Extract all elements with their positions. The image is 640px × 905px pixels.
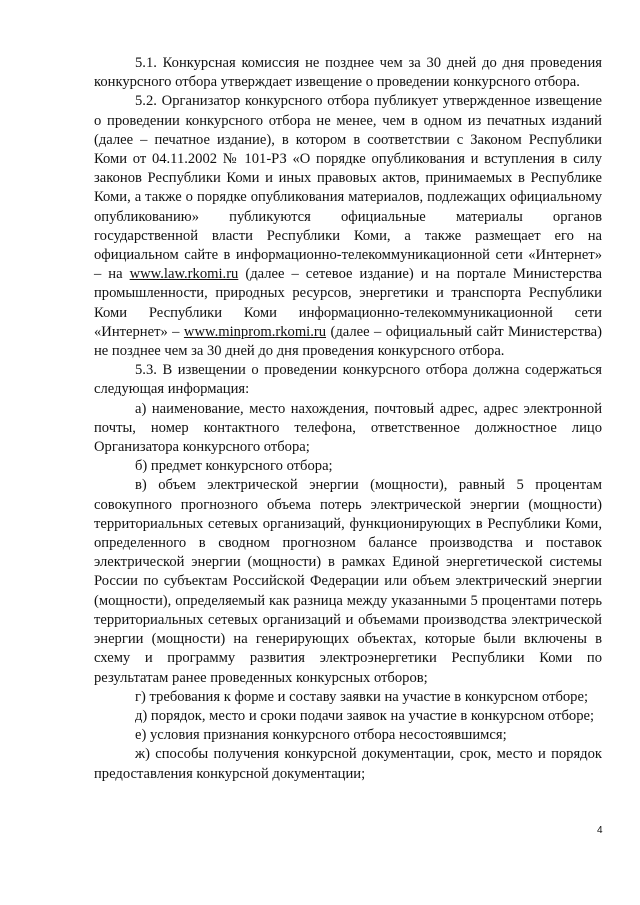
list-item-d: д) порядок, место и сроки подачи заявок на участие в конкурсном отборе; [135,707,595,724]
paragraph-5-3: 5.3. В извещении о проведении конкурсного отбора должна содержаться следующая информация: [94,362,602,398]
page-number: 4 [597,825,603,836]
list-item-b: б) предмет конкурсного отбора; [135,458,333,475]
list-item-zh: ж) способы получения конкурсной документации, срок, место и порядок предоставления конкурсной документации; [94,746,602,782]
paragraph-5-2-text-3: (далее – официальный сайт Министерства) не позднее чем за 30 дней до дня проведения конкурсного отбора. [94,323,602,360]
law-rkomi-link[interactable]: www.law.rkomi.ru [129,266,239,283]
paragraph-5-1: 5.1. Конкурсная комиссия не позднее чем за 30 дней до дня проведения конкурсного отбора утверждает извещение о проведении конкурсного отбора. [94,55,602,91]
paragraph-5-2-text-2: (далее – сетевое издание) и на портале Министерства промышленности, природных ресурсов, энергетики и транспорта Республики Коми Республики Коми информационно-телекоммуникационной сети «Интернет» – [94,266,602,340]
document-body [94,54,602,784]
paragraph-5-2 [94,92,602,361]
minprom-rkomi-link[interactable]: www.minprom.rkomi.ru [183,323,327,340]
list-item-g: г) требования к форме и составу заявки на участие в конкурсном отборе; [135,688,589,705]
list-item-e: е) условия признания конкурсного отбора несостоявшимся; [135,727,507,744]
list-item-v: в) объем электрической энергии (мощности), равный 5 процентам совокупного прогнозного объема потерь электрической энергии (мощности) территориальных сетевых организаций, функционирующих в Республики Коми, определенного в сводном прогнозном балансе производства и поставок электрической энергии (мощности) в рамках Единой энергетической системы России по субъектам Российской Федерации или объем электрический энергии (мощности), определяемый как разница между указанными 5 процентами потерь территориальных сетевых организаций и объемами производства электрической энергии (мощности) на генерирующих объектах, которые были включены в схему и программу развития электроэнергетики Республики Коми по результатам ранее проведенных конкурсных отборов; [94,477,602,686]
list-item-a: а) наименование, место нахождения, почтовый адрес, адрес электронной почты, номер контактного телефона, ответственное должностное лицо Организатора конкурсного отбора; [94,400,602,456]
paragraph-5-2-text-1: 5.2. Организатор конкурсного отбора публикует утвержденное извещение о проведении конкурсного отбора не менее, чем в одном из печатных изданий (далее – печатное издание), в котором в соответствии с Законом Республики Коми от 04.11.2002 № 101-РЗ «О порядке опубликования и вступления в силу законов Республики Коми и иных правовых актов, принимаемых в Республике Коми, а также о порядке опубликования материалов, подлежащих официальному опубликованию» публикуются официальные материалы органов государственной власти Республики Коми, а также размещает его на официальном сайте в информационно-телекоммуникационной сети «Интернет» – на [94,93,602,283]
